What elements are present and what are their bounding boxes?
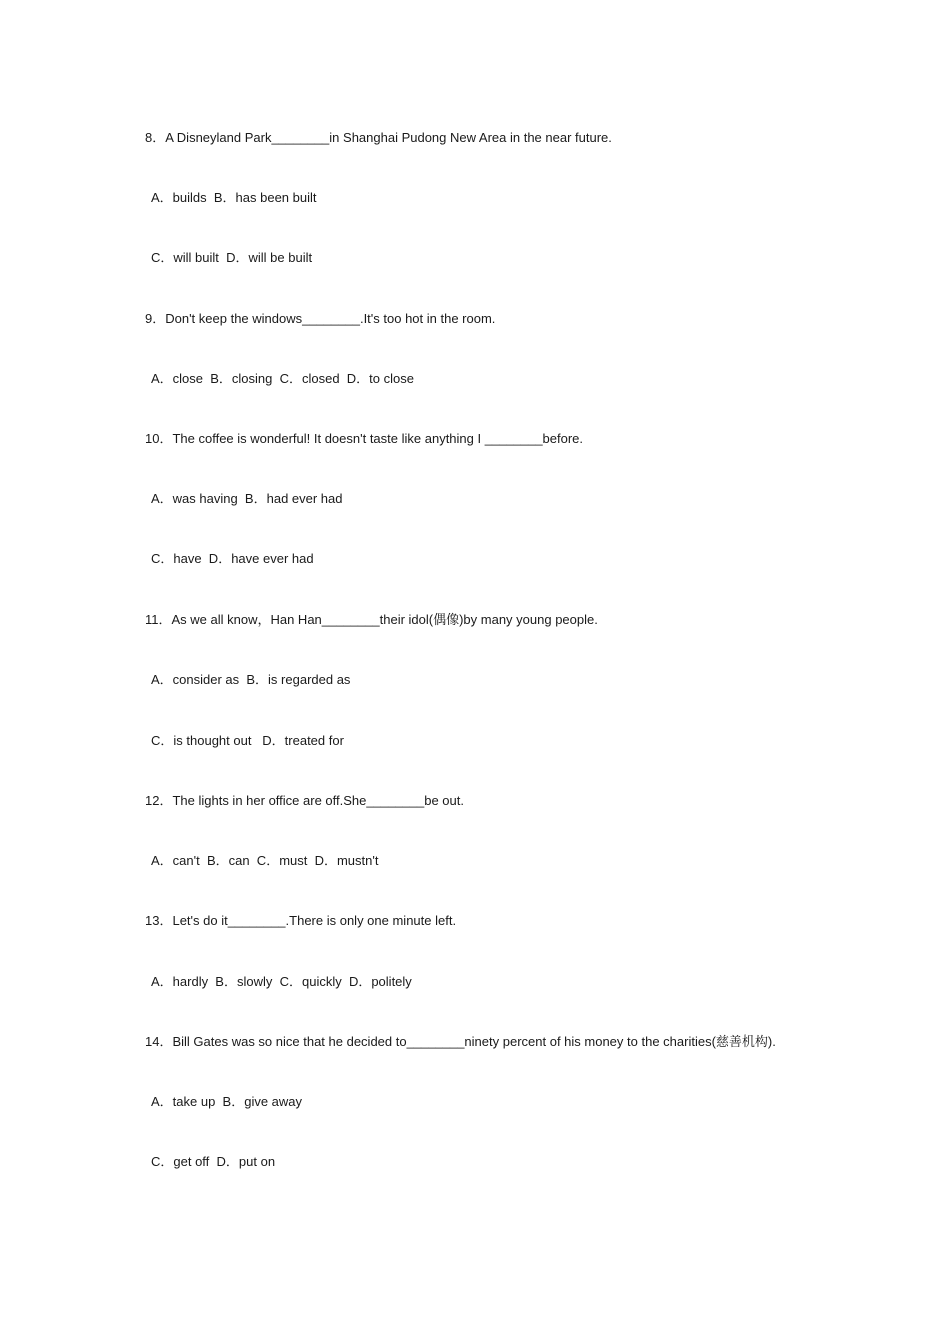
question-11-options-ab: A．consider as B．is regarded as — [151, 672, 351, 687]
question-13-options: A．hardly B．slowly C．quickly D．politely — [151, 974, 412, 989]
question-14-options-cd: C．get off D．put on — [151, 1154, 276, 1169]
question-14-options-ab: A．take up B．give away — [151, 1094, 303, 1109]
question-14: 14．Bill Gates was so nice that he decided to________ninety percent of his money to the charities(慈善机构). — [145, 1034, 776, 1049]
question-11: 11．As we all know，Han Han________their idol(偶像)by many young people. — [145, 612, 598, 627]
question-10-options-cd: C．have D．have ever had — [151, 551, 314, 566]
question-12: 12．The lights in her office are off.She________be out. — [145, 793, 464, 808]
question-8-options-ab: A．builds B．has been built — [151, 190, 317, 205]
question-10-options-ab: A．was having B．had ever had — [151, 491, 343, 506]
question-8-options-cd: C．will built D．will be built — [151, 250, 313, 265]
question-8: 8．A Disneyland Park________in Shanghai Pudong New Area in the near future. — [145, 130, 612, 145]
question-10: 10．The coffee is wonderful! It doesn't taste like anything I ________before. — [145, 431, 584, 446]
question-12-options: A．can't B．can C．must D．mustn't — [151, 853, 379, 868]
question-9-options: A．close B．closing C．closed D．to close — [151, 371, 414, 386]
question-9: 9．Don't keep the windows________.It's too hot in the room. — [145, 311, 496, 326]
question-13: 13．Let's do it________.There is only one minute left. — [145, 913, 457, 928]
question-11-options-cd: C．is thought out D．treated for — [151, 733, 344, 748]
